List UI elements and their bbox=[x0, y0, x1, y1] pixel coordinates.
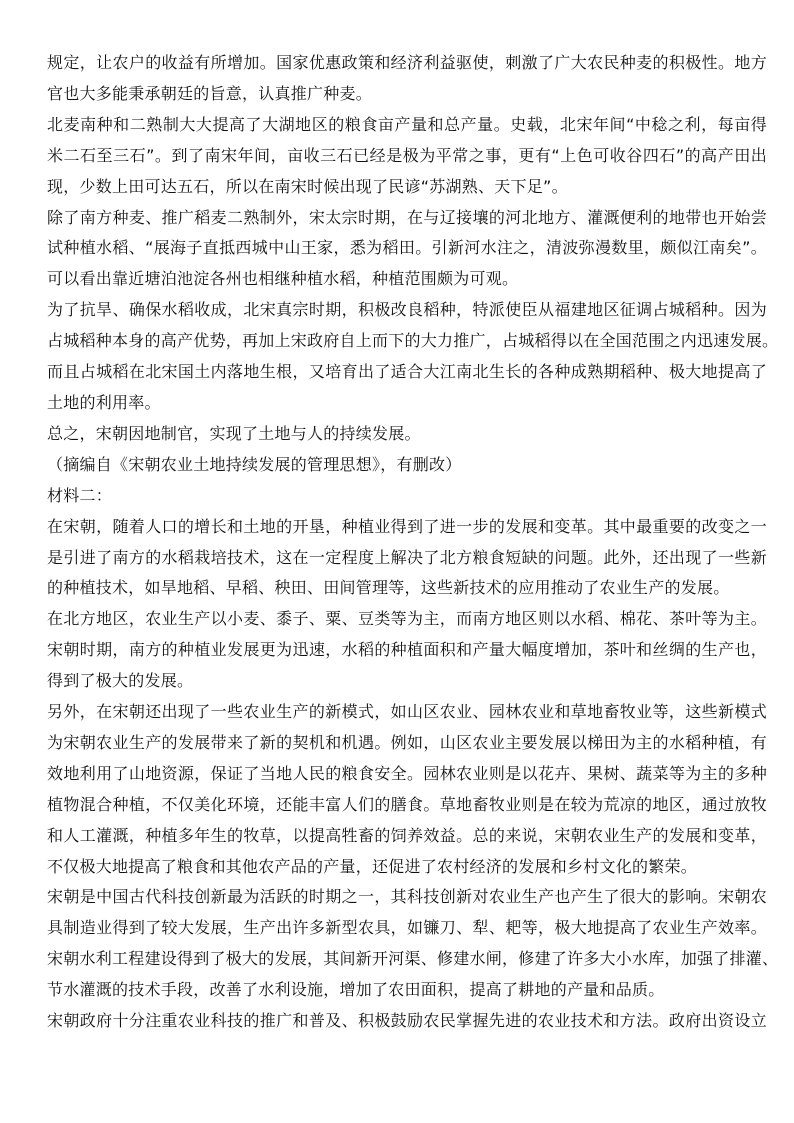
text-line: 规定，让农户的收益有所增加。国家优惠政策和经济利益驱使，刺激了广大农民种麦的积极性。地方 bbox=[47, 53, 767, 72]
text-line: 米二石至三石”。到了南宋年间，亩收三石已经是极为平常之事，更有“上色可收谷四石”的高产田出 bbox=[47, 145, 767, 165]
text-line: 具制造业得到了较大发展，生产出许多新型农具，如镰刀、犁、耙等，极大地提高了农业生产效率。 bbox=[47, 918, 767, 938]
text-line: 效地利用了山地资源，保证了当地人民的粮食安全。园林农业则是以花卉、果树、蔬菜等为主的多种 bbox=[47, 763, 767, 783]
text-line: 总之，宋朝因地制官，实现了土地与人的持续发展。 bbox=[47, 423, 421, 443]
text-line: 得到了极大的发展。 bbox=[47, 671, 194, 691]
text-line: 为了抗旱、确保水稻收成，北宋真宗时期，积极改良稻种，特派使臣从福建地区征调占城稻种。因为 bbox=[47, 300, 767, 320]
text-line: 占城稻种本身的高产优势，再加上宋政府自上而下的大力推广，占城稻得以在全国范围之内迅速发展。 bbox=[47, 331, 779, 351]
text-line: 材料二： bbox=[47, 485, 113, 505]
text-line: 而且占城稻在北宋国土内落地生根，又培育出了适合大江南北生长的各种成熟期稻种、极大地提高了 bbox=[47, 362, 767, 382]
document-body bbox=[47, 48, 779, 1037]
text-line: 现，少数上田可达五石，所以在南宋时候出现了民谚“苏湖熟、天下足”。 bbox=[47, 176, 568, 196]
text-line: 为宋朝农业生产的发展带来了新的契机和机遇。例如，山区农业主要发展以梯田为主的水稻种植，有 bbox=[47, 732, 767, 752]
text-line: 土地的利用率。 bbox=[47, 392, 161, 412]
text-line: 宋朝水利工程建设得到了极大的发展，其间新开河渠、修建水闸，修建了许多大小水库，加强了排灌、 bbox=[47, 949, 779, 969]
text-line: 可以看出靠近塘泊池淀各州也相继种植水稻，种植范围颇为可观。 bbox=[47, 269, 519, 289]
text-line: 试种植水稻、“展海子直抵西城中山王家，悉为稻田。引新河水注之，清波弥漫数里，颇似江南矣”。 bbox=[47, 238, 767, 258]
text-line: 的种植技术，如旱地稻、早稻、秧田、田间管理等，这些新技术的应用推动了农业生产的发展。 bbox=[47, 578, 730, 598]
text-line: 北麦南种和二熟制大大提高了大湖地区的粮食亩产量和总产量。史载，北宋年间“中稔之利，每亩得 bbox=[47, 114, 767, 134]
text-line: 宋朝政府十分注重农业科技的推广和普及、积极鼓励农民掌握先进的农业技术和方法。政府出资设立 bbox=[47, 1011, 767, 1031]
text-line: 宋朝时期，南方的种植业发展更为迅速，水稻的种植面积和产量大幅度增加，茶叶和丝绸的生产也， bbox=[47, 640, 767, 660]
text-line: 和人工灌溉，种植多年生的牧草，以提高牲畜的饲养效益。总的来说，宋朝农业生产的发展和变革， bbox=[47, 825, 767, 845]
text-line: 不仅极大地提高了粮食和其他农产品的产量，还促进了农村经济的发展和乡村文化的繁荣。 bbox=[47, 856, 698, 876]
text-line: 宋朝是中国古代科技创新最为活跃的时期之一，其科技创新对农业生产也产生了很大的影响。宋朝农 bbox=[47, 887, 767, 907]
text-line: 在宋朝，随着人口的增长和土地的开垦，种植业得到了进一步的发展和变革。其中最重要的改变之一 bbox=[47, 516, 767, 536]
text-line: 除了南方种麦、推广稻麦二熟制外，宋太宗时期，在与辽接壤的河北地方、灌溉便利的地带也开始尝 bbox=[47, 207, 767, 227]
text-line: 植物混合种植，不仅美化环境，还能丰富人们的膳食。草地畜牧业则是在较为荒凉的地区，通过放牧 bbox=[47, 794, 767, 814]
text-line: （摘编自《宋朝农业土地持续发展的管理思想》，有删改） bbox=[47, 454, 462, 474]
text-line: 节水灌溉的技术手段，改善了水利设施，增加了农田面积，提高了耕地的产量和品质。 bbox=[47, 980, 665, 1000]
text-line: 官也大多能秉承朝廷的旨意，认真推广种麦。 bbox=[47, 83, 373, 103]
text-line: 另外，在宋朝还出现了一些农业生产的新模式，如山区农业、园林农业和草地畜牧业等，这些新模式 bbox=[47, 702, 767, 722]
text-line: 在北方地区，农业生产以小麦、黍子、粟、豆类等为主，而南方地区则以水稻、棉花、茶叶等为主。 bbox=[47, 609, 767, 629]
text-line: 是引进了南方的水稻栽培技术，这在一定程度上解决了北方粮食短缺的问题。此外，还出现了一些新 bbox=[47, 547, 767, 567]
